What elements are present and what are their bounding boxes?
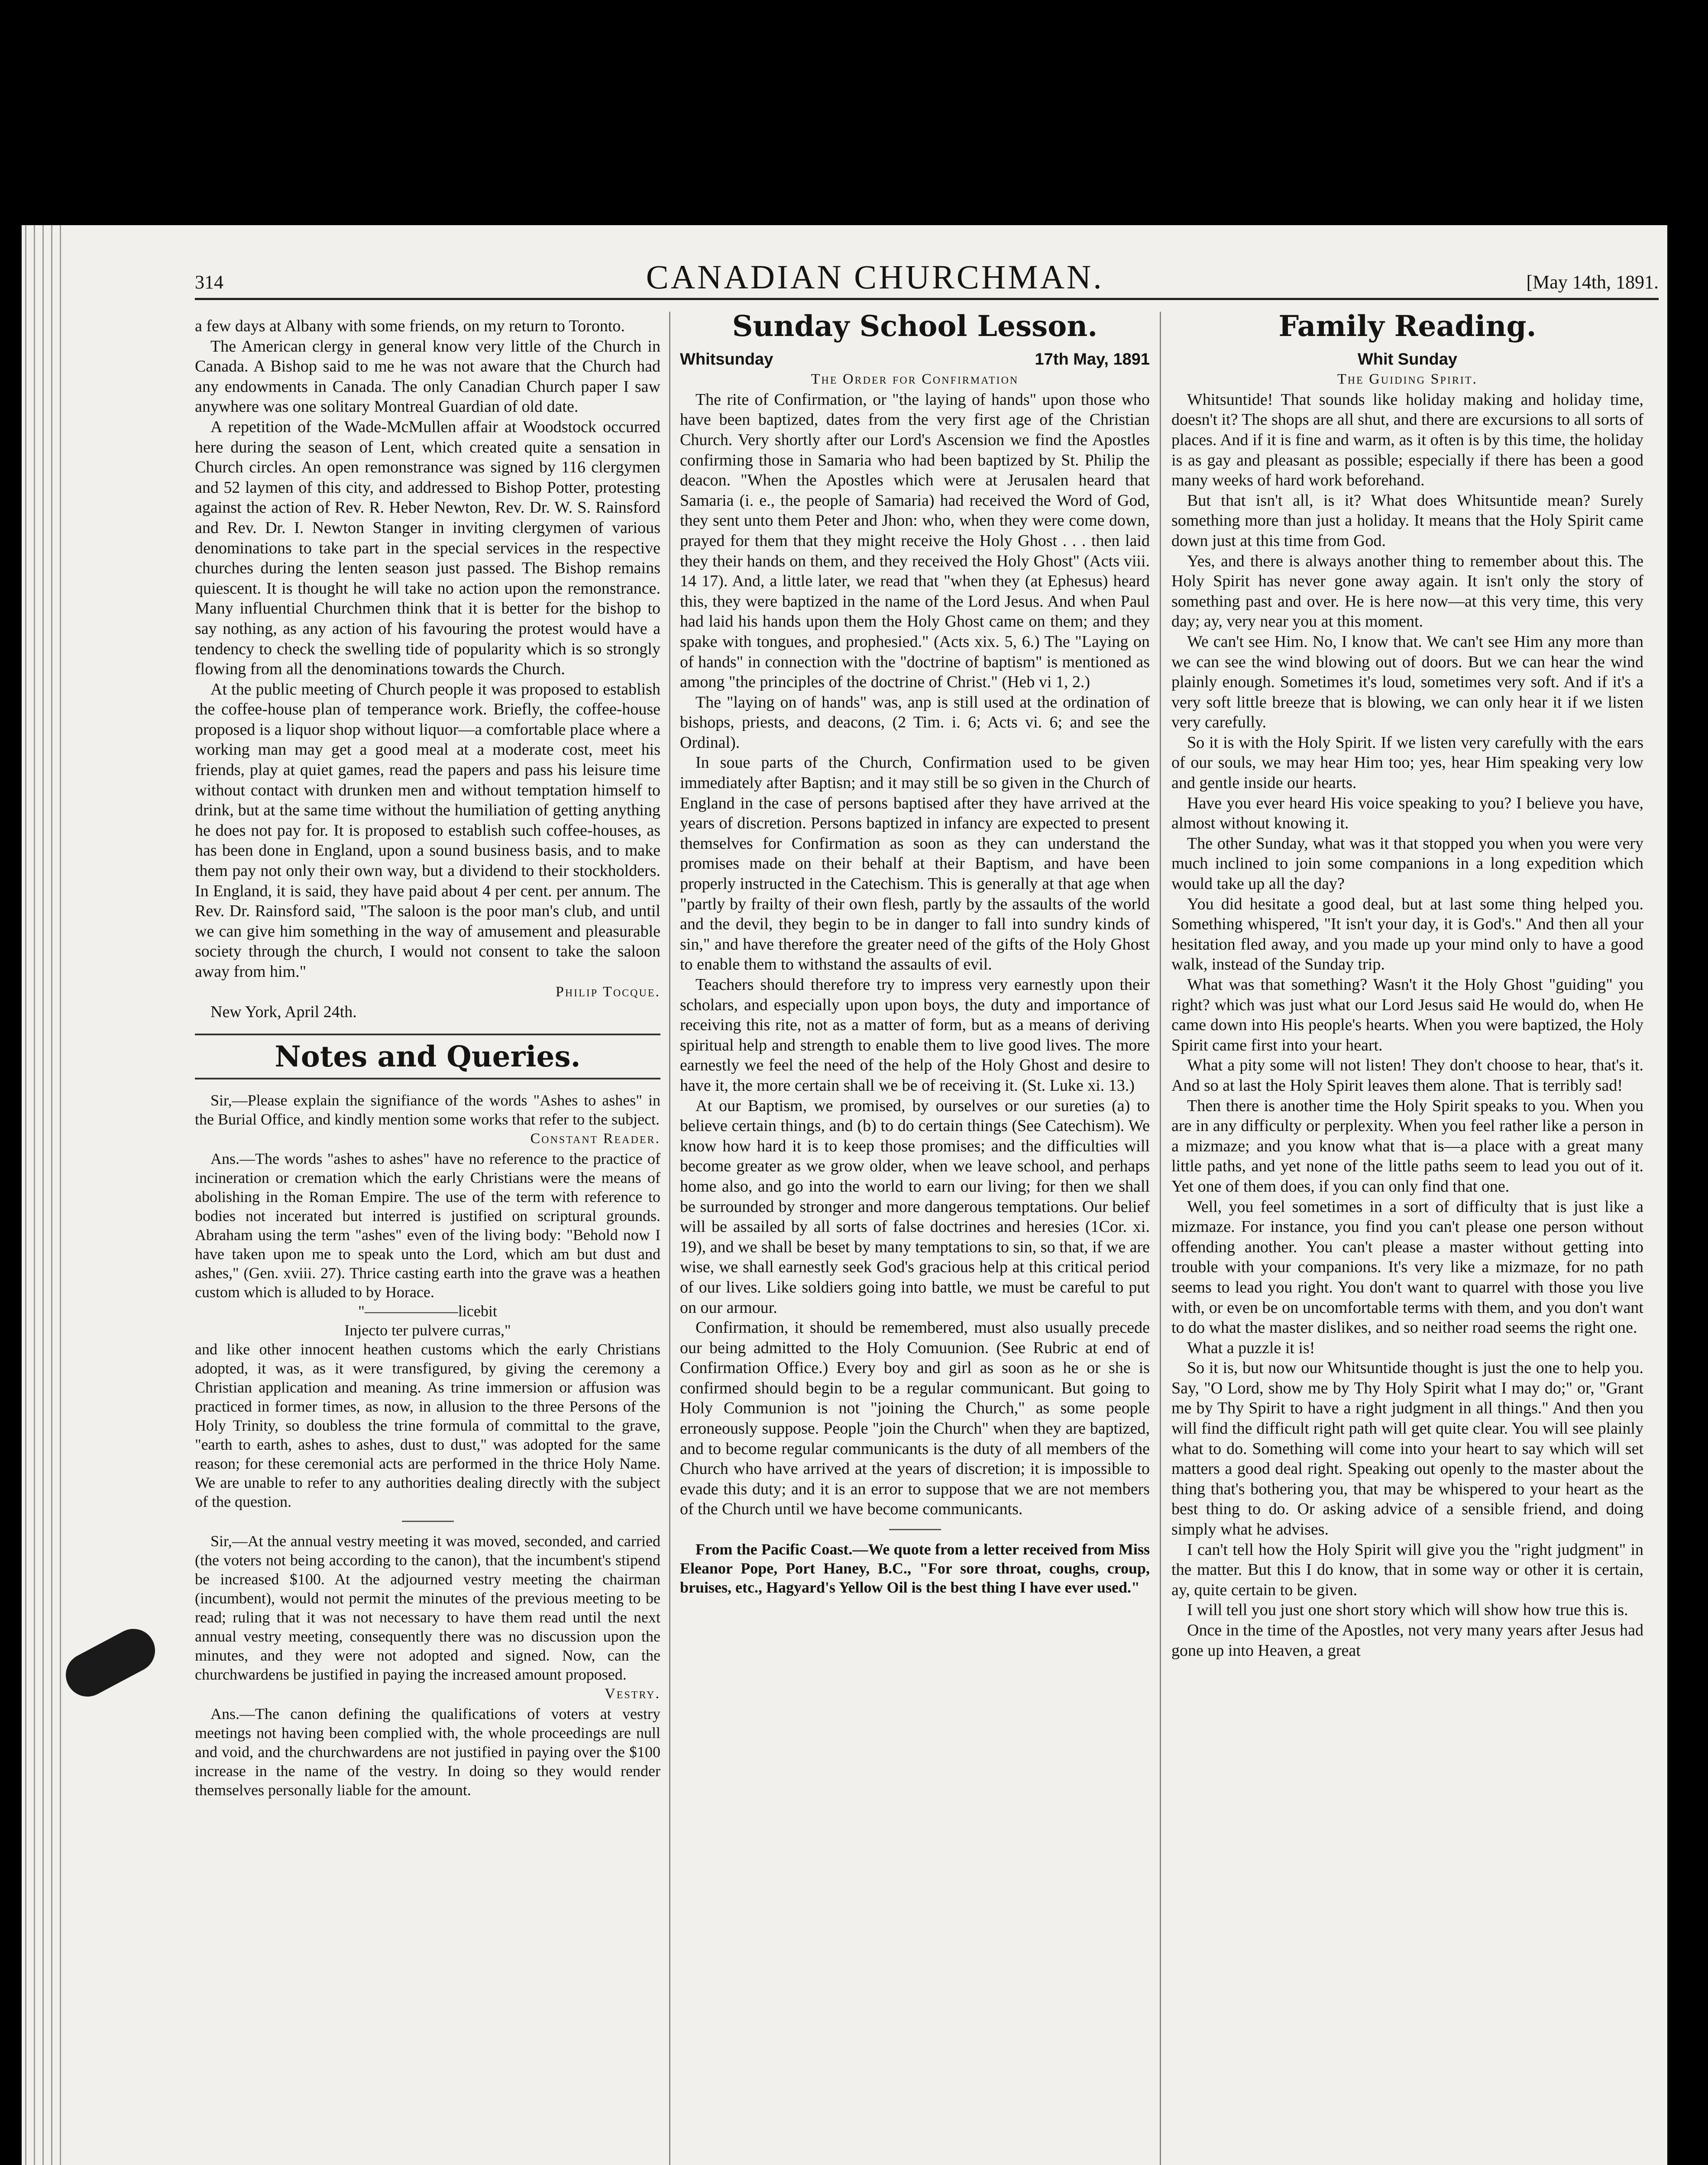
section-rule [195,1078,660,1079]
column-left [195,316,660,1800]
newspaper-page [22,225,1667,2165]
divider [402,1521,454,1522]
header-rule [195,298,1659,300]
lesson-date: 17th May, 1891 [1035,350,1150,368]
answer: Ans.—The words "ashes to ashes" have no reference to the practice of incineration or cremation which the early Christians were the means of abolishing in the Roman Empire. The use of the term with reference to bodies not incerated but interred is justified on scriptural grounds. Abraham using the term "ashes" even of the living body: "Behold now I have taken upon me to speak unto the Lord, which am but dust and ashes," (Gen. xviii. 27). Thrice casting earth into the grave was a heathen custom which is alluded to by Horace. [195,1150,660,1301]
column-rule [669,312,670,2165]
paragraph: A repetition of the Wade-McMullen affair at Woodstock occurred here during the season of Lent, which created quite a sensation in Church circles. An open remonstrance was signed by 116 clergymen and 52 laymen of this city, and addressed to Bishop Potter, protesting against the action of Rev. R. Heber Newton, Rev. Dr. W. S. Rainsford and Rev. Dr. I. Newton Stanger in inviting clergymen of various denominations to take part in the special services in the respective churches during the lenten season just passed. The Bishop remains quiescent. It is thought he will take no action upon the remonstrance. Many influential Churchmen think that it is better for the bishop to say nothing, as any action of his favouring the protest would have a tendency to check the swelling tide of popularity which is so strongly flowing from all the denominations towards the Church. [195,417,660,679]
paragraph: I will tell you just one short story which will show how true this is. [1187,1601,1628,1619]
paragraph: Whitsuntide! That sounds like holiday making and holiday time, doesn't it? The shops are all shut, and there are excursions to all sorts of places. And if it is fine and warm, as it often is by this time, the holiday is as gay and pleasant as possible; especially if there has been a good many weeks of hard work beforehand. [1171,390,1643,490]
issue-date: [May 14th, 1891. [1526,271,1659,293]
query: Sir,—Please explain the signifiance of the words "Ashes to ashes" in the Burial Office, and kindly mention some works that refer to the subject. [195,1092,660,1128]
notes-heading: Notes and Queries. [275,1039,581,1073]
column-rule [1160,312,1161,2165]
paragraph: We can't see Him. No, I know that. We can't see Him any more than we can see the wind blowing out of doors. But we can hear the wind plainly enough. Sometimes it's loud, sometimes very soft. And if it's a very soft little breeze that is blowing, we can only hear it if we listen very carefully. [1171,632,1643,732]
paragraph: What a puzzle it is! [1187,1338,1315,1357]
paragraph: Yes, and there is always another thing to remember about this. The Holy Spirit has never gone away again. It isn't only the story of something past and over. He is here now—at this very time, this very day; ay, very near you at this moment. [1171,552,1643,631]
paragraph: Then there is another time the Holy Spirit speaks to you. When you are in any difficulty or perplexity. When you feel rather like a person in a mizmaze; and you know what that is—a place with a great many little paths, and yet none of the little paths seem to lead you out of it. Yet one of them does, if you can only find that one. [1171,1096,1643,1196]
signature: Philip Tocque. [555,983,660,1000]
paragraph: At our Baptism, we promised, by ourselves or our sureties (a) to believe certain things, and (b) to do certain things (See Catechism). We know how hard it is to keep those promises; and the difficulties will become greater as we grow older, when we leave school, and perhaps home also, and go into the world to earn our living; for then we shall be surrounded by stronger and more dangerous temptations. Our belief will be assailed by all sorts of false doctrines and heresies (1Cor. xi. 19), and we shall be beset by many temptations to sin, so that, if we are wise, we shall earnestly seek God's gracious help at this critical period of our lives. Like soldiers going into battle, we must be careful to put on our armour. [680,1096,1150,1317]
query-signature: Vestry. [605,1685,660,1702]
latin-quote-line: Injecto ter pulvere curras," [344,1321,511,1339]
paragraph: The American clergy in general know very little of the Church in Canada. A Bishop said to me he was not aware that the Church had any endowments in Canada. The only Canadian Church paper I saw anywhere was one solitary Montreal Guardian of old date. [195,337,660,416]
query-signature: Constant Reader. [530,1131,660,1147]
answer: Ans.—The canon defining the qualifications of voters at vestry meetings not having been complied with, the whole proceedings are null and void, and the churchwardens are not justified in paying over the $100 increase in the name of the vestry. In doing so they would render themselves personally liable for the amount. [195,1705,660,1799]
paragraph: So it is, but now our Whitsuntide thought is just the one to help you. Say, "O Lord, show me by Thy Holy Spirit what I may do;" or, "Grant me by Thy Spirit to have a right judgment in all things." And then you will find the difficult right path will get quite clear. You will see plainly what to do. Something will come into your heart to say which will set matters a good deal right. Speaking out openly to the master about the thing that's bothering you, that may be whispered to your heart as the best thing to do. Or asking advice of a sensible friend, and doing simply what he advises. [1171,1359,1643,1539]
page-number: 314 [195,271,223,293]
paragraph: At the public meeting of Church people it was proposed to establish the coffee-house plan of temperance work. Briefly, the coffee-house proposed is a liquor shop without liquor—a comfortable place where a working man may get a good meal at a moderate cost, meet his friends, play at quiet games, read the papers and pass his leisure time without contact with drunken men and without temptation himself to drink, but at the same time without the humiliation of getting anything he does not pay for. It is proposed to establish such coffee-houses, as has been done in England, upon a sound business basis, and to make them pay not only their own way, but a dividend to their stockholders. In England, it is said, they have paid about 4 per cent. per annum. The Rev. Dr. Rainsford said, "The saloon is the poor man's club, and until we can give him something in the way of amusement and pleasurable society through the church, I would not consent to take the saloon away from him." [195,680,660,981]
paragraph: Once in the time of the Apostles, not very many years after Jesus had gone up into Heaven, a great [1171,1621,1643,1660]
paragraph: So it is with the Holy Spirit. If we listen very carefully with the ears of our souls, we may hear Him too; yes, hear Him speaking very low and gentle inside our hearts. [1171,733,1643,792]
dateline: New York, April 24th. [210,1003,357,1021]
answer-continued: and like other innocent heathen customs which the early Christians adopted, it was, as it were transfigured, by giving the ceremony a Christian application and meaning. As trine immersion or affusion was practiced in former times, as now, in allusion to the three Persons of the Holy Trinity, so doubless the trine formula of committal to the grave, "earth to earth, ashes to ashes, dust to dust," was adopted for the same reason; for these ceremonial acts are performed in the thrice Holy Name. We are unable to refer to any authorities dealing directly with the subject of the question. [195,1340,660,1510]
paragraph: Teachers should therefore try to impress very earnestly upon their scholars, and especially upon upon boys, the duty and importance of receiving this rite, not as a matter of form, but as a means of deriving spiritual help and strength to enable them to live good lives. The more earnestly we feel the need of the help of the Holy Ghost and desire to have it, the more certain shall we be of receiving it. (St. Luke xi. 13.) [680,976,1150,1095]
paragraph: Well, you feel sometimes in a sort of difficulty that is just like a mizmaze. For instance, you find you can't please one person without offending another. You can't please a master without getting into trouble with your companions. It's very like a mizmaze, for no path seems to lead you right. You don't want to quarrel with those you live with, or even be on uncomfortable terms with them, and you don't want to do what the master dislikes, and so neither road seems the right one. [1171,1197,1643,1337]
paragraph: But that isn't all, is it? What does Whitsuntide mean? Surely something more than just a holiday. It means that the Holy Spirit came down just at this time from God. [1171,491,1643,550]
lesson-subtitle: The Order for Confirmation [811,371,1019,388]
paragraph: Confirmation, it should be remembered, must also usually precede our being admitted to the Holy Comuunion. (See Rubric at end of Confirmation Office.) Every boy and girl as soon as he or she is confirmed should begin to be a regular communicant. But going to Holy Communion is not "joining the Church," as some people erroneously suppose. People "join the Church" when they are baptized, and to become regular communicants is the duty of all members of the Church who have arrived at the years of discretion; it is impossible to evade this duty; and it is an error to suppose that we are not members of the Church until we have become communicants. [680,1318,1150,1519]
paragraph: You did hesitate a good deal, but at last some thing helped you. Something whispered, "It isn't your day, it is God's." And then all your hesitation fled away, and you made up your mind only to have a good walk, instead of the Sunday trip. [1171,895,1643,974]
pen-shadow [58,1621,162,1704]
column-middle [680,309,1150,1597]
query: Sir,—At the annual vestry meeting it was moved, seconded, and carried (the voters not being according to the canon), that the incumbent's stipend be increased $100. At the adjourned vestry meeting the chairman (incumbent), would not permit the minutes of the previous meeting to be read; ruling that it was not necessary to have them read until the next annual vestry meeting, consequently there was no discussion upon the minutes, and they were not adopted and signed. Now, can the churchwardens be justified in paying the increased amount proposed. [195,1532,660,1683]
page-binding-edge [22,225,63,2165]
reading-subtitle: The Guiding Spirit. [1337,371,1478,388]
page-header [195,258,1659,294]
advertisement: From the Pacific Coast.—We quote from a letter received from Miss Eleanor Pope, Port Haney, B.C., "For sore throat, coughs, croup, bruises, etc., Hagyard's Yellow Oil is the best thing I have ever used." [680,1541,1150,1596]
lesson-day: Whitsunday [680,350,773,368]
family-reading-heading: Family Reading. [1278,309,1537,343]
paragraph: In soue parts of the Church, Confirmation used to be given immediately after Baptisn; and it may still be so given in the Church of England in the case of persons baptised after they have arrived at the years of discretion. Persons baptized in infancy are expected to present themselves for Confirmation as soon as they can understand the promises made on their behalf at their Baptism, and have been properly instructed in the Catechism. This is generally at that age when "partly by frailty of their own flesh, partly by the assaults of the world and the devil, they begin to be in danger to fall into sundry kinds of sin," and have therefore the greater need of the gifts of the Holy Ghost to enable them to withstand the assaults of evil. [680,753,1150,974]
sunday-school-heading: Sunday School Lesson. [732,309,1098,343]
reading-subhead: Whit Sunday [1357,350,1458,368]
paragraph: The rite of Confirmation, or "the laying of hands" upon those who have been baptized, dates from the very first age of the Christian Church. Very shortly after our Lord's Ascension we find the Apostles confirming those in Samaria who had been baptized by St. Philip the deacon. "When the Apostles which were at Jerusalen heard that Samaria (i. e., the people of Samaria) had received the Word of God, they sent unto them Peter and Jhon: who, when they were come down, prayed for them that they might receive the Holy Ghost . . . then laid they their hands on them, and they received the Holy Ghost" (Acts viii. 14 17). And, a little later, we read that "when they (at Ephesus) heard this, they were baptized in the name of the Lord Jesus. And when Paul had laid his hands upon them the Holy Ghost came on them; and they spake with tongues, and prophesied." (Acts xix. 5, 6.) The "Laying on of hands" in connection with the "doctrine of baptism" is mentioned as among "the principles of the doctrine of Christ." (Heb vi 1, 2.) [680,390,1150,692]
paragraph: The other Sunday, what was it that stopped you when you were very much inclined to join some companions in a long expedition which would take up all the day? [1171,834,1643,893]
lesson-subhead [680,349,1150,370]
paragraph: a few days at Albany with some friends, on my return to Toronto. [195,317,625,335]
masthead: CANADIAN CHURCHMAN. [646,258,1104,296]
paragraph: Have you ever heard His voice speaking to you? I believe you have, almost without knowing it. [1171,794,1643,833]
latin-quote-line: "——————licebit [358,1302,497,1320]
divider [889,1529,941,1530]
section-rule [195,1034,660,1035]
paragraph: The "laying on of hands" was, anp is still used at the ordination of bishops, priests, and deacons, (2 Tim. i. 6; Acts vi. 6; and see the Ordinal). [680,693,1150,752]
column-right [1171,309,1643,1661]
paragraph: What a pity some will not listen! They don't choose to hear, that's it. And so at last the Holy Spirit leaves them alone. That is terribly sad! [1171,1056,1643,1095]
paragraph: I can't tell how the Holy Spirit will give you the "right judgment" in the matter. But this I do know, that in some way or other it is certain, ay, quite certain to be given. [1171,1540,1643,1599]
paragraph: What was that something? Wasn't it the Holy Ghost "guiding" you right? which was just what our Lord Jesus said He would do, when He came down into His people's hearts. When you were baptized, the Holy Spirit came first into your heart. [1171,976,1643,1054]
